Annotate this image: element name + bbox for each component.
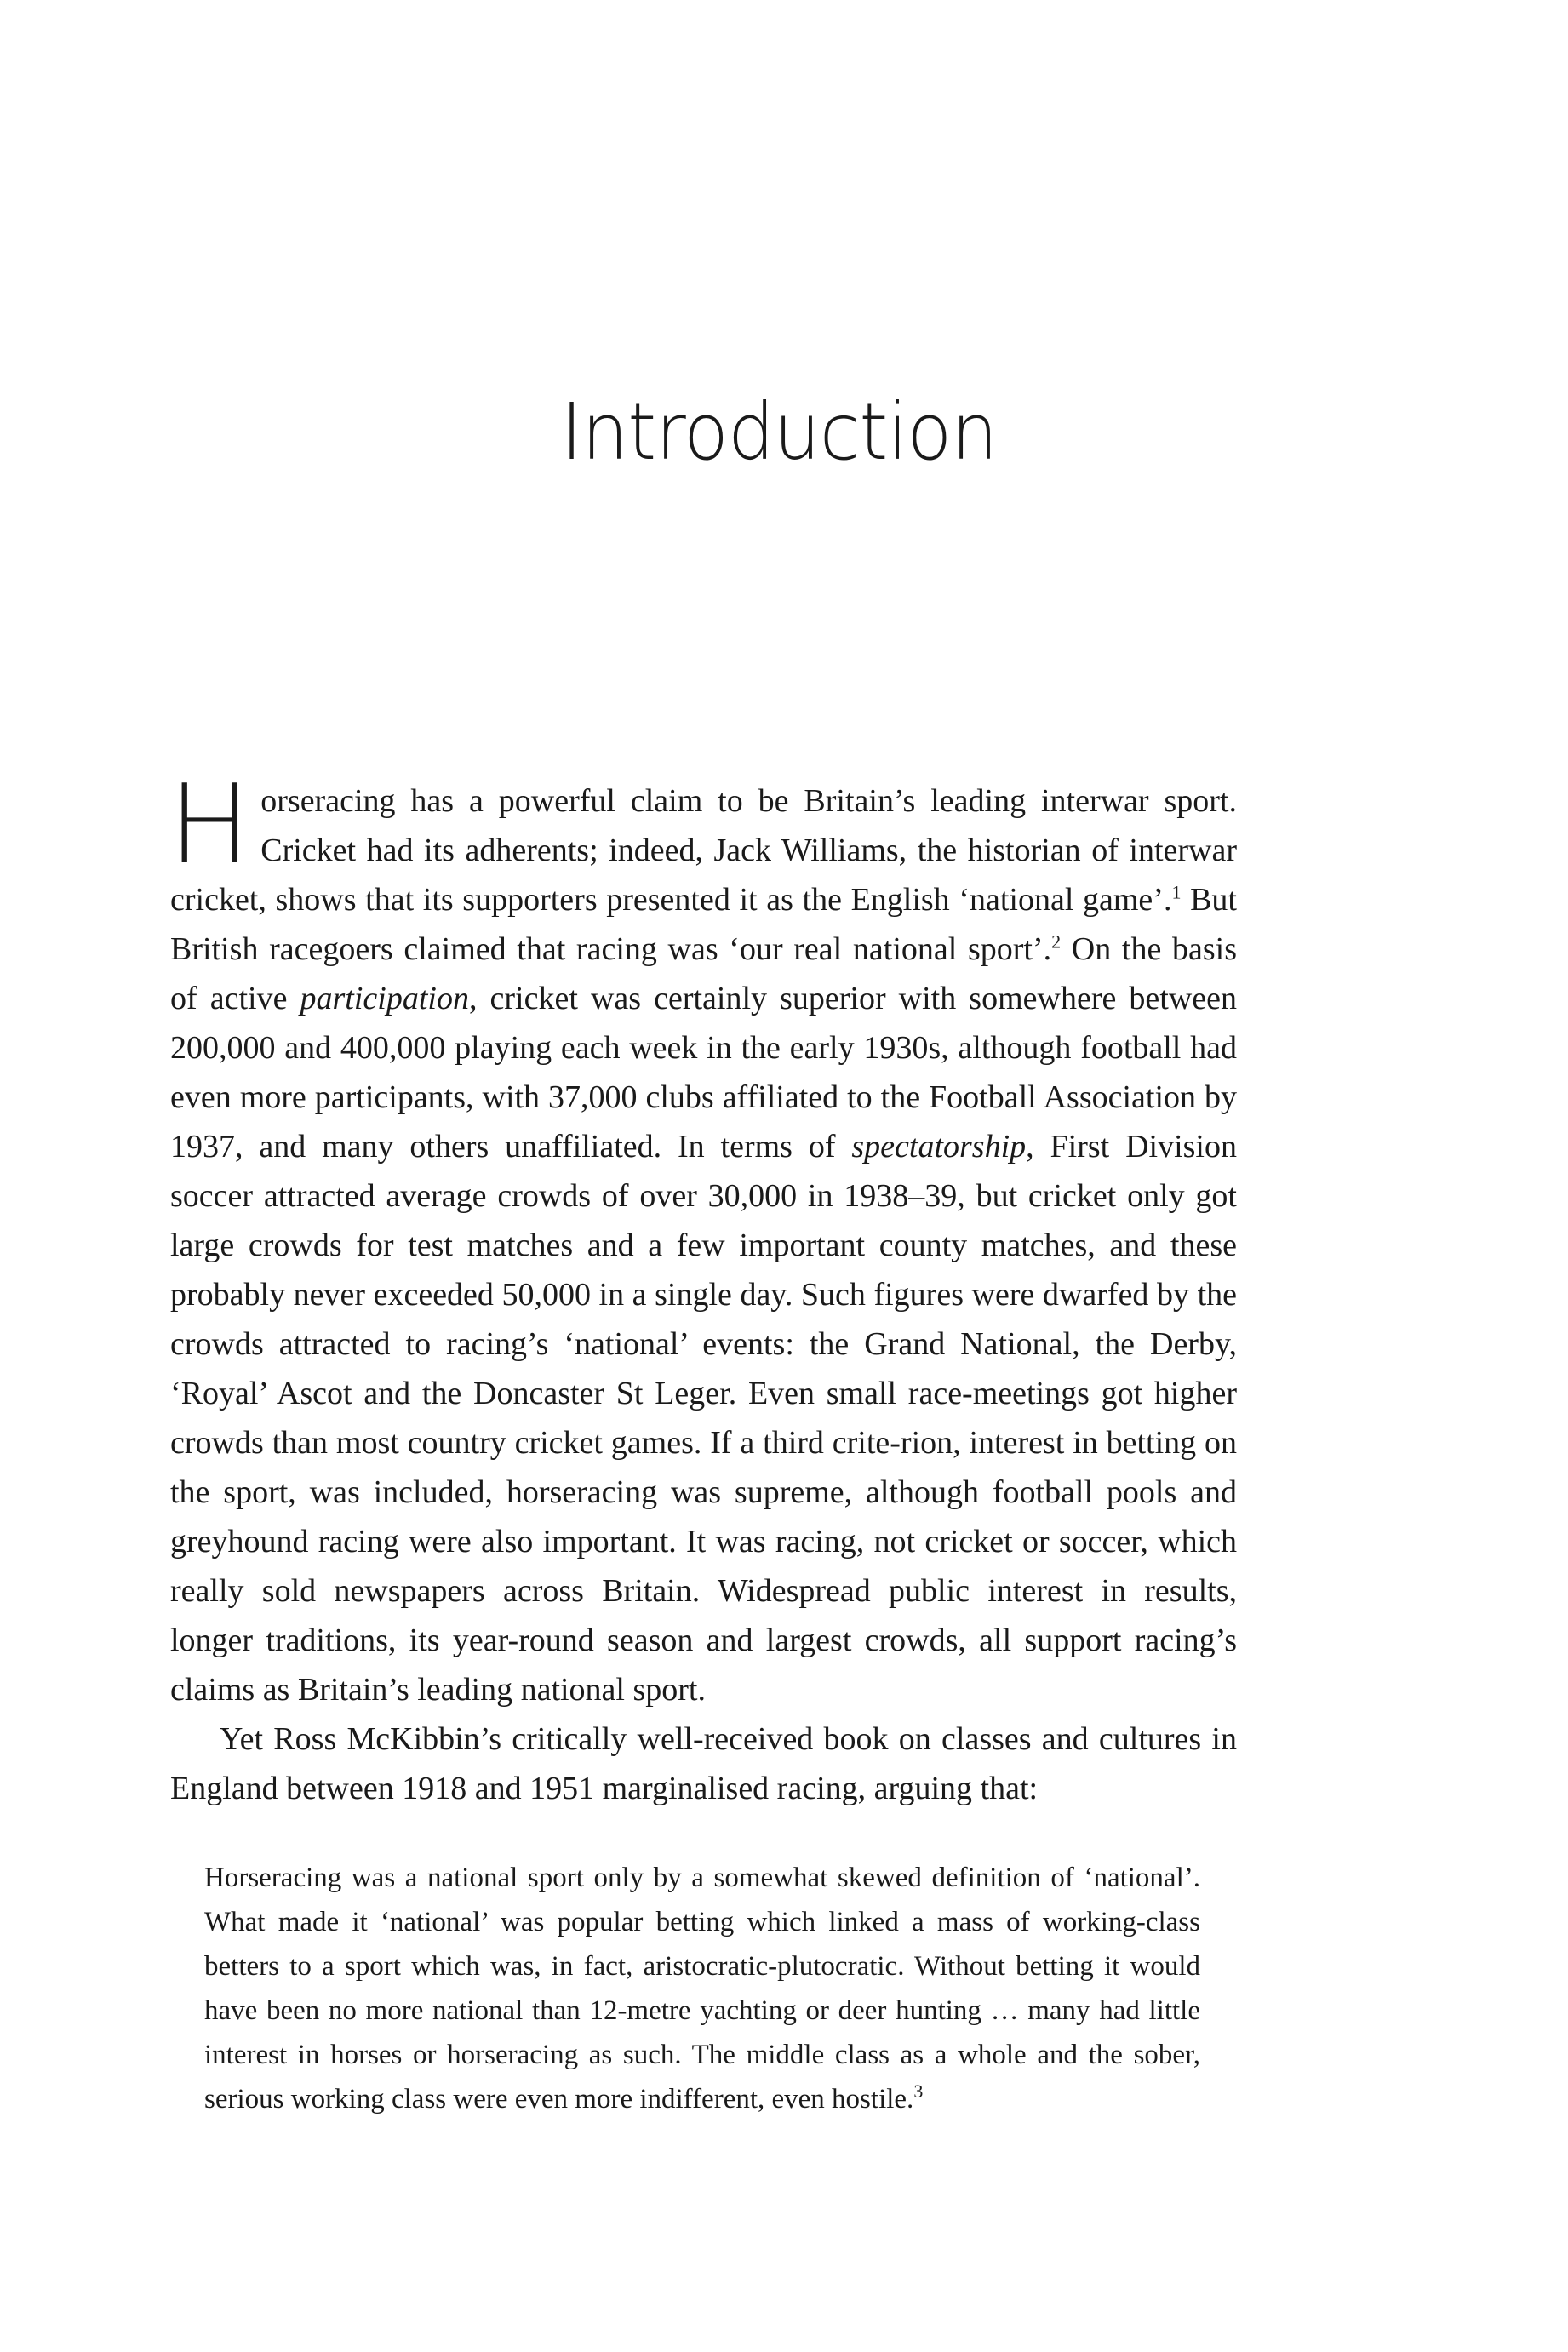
paragraph-1 bbox=[169, 762, 1237, 1714]
paragraph-1-text-4: , cricket was certainly superior with somewhere between 200,000 and 400,000 playing each week in the early 1930s, although football had even more participants, with 37,000 clubs affiliated to the Football Association by 1937, and many others unaffiliated. In terms of bbox=[170, 981, 1237, 1165]
drop-cap: H bbox=[169, 762, 251, 889]
emphasis-participation: participation bbox=[300, 981, 469, 1016]
emphasis-spectatorship: spectatorship bbox=[851, 1129, 1027, 1165]
quote-paragraph bbox=[204, 1856, 1200, 2121]
block-quote bbox=[204, 1856, 1200, 2121]
paragraph-1-text-2: But British racegoers claimed that racing was ‘our real national sport’. bbox=[170, 882, 1237, 967]
paragraph-1-text-1: orseracing has a powerful claim to be Britain’s leading interwar sport. Cricket had its adherents; indeed, Jack Williams, the historian of interwar cricket, shows that its supporters presented it as the English ‘national game’. bbox=[170, 783, 1237, 918]
paragraph-1-text-5: , First Division soccer attracted average crowds of over 30,000 in 1938–39, but cricket only got large crowds for test matches and a few important county matches, and these probably never exceeded 50,000 in a single day. Such figures were dwarfed by the crowds attracted to racing’s ‘national’ events: the Grand National, the Derby, ‘Royal’ Ascot and the Doncaster St Leger. Even small race-meetings got higher crowds than most country cricket games. If a third crite-rion, interest in betting on the sport, was included, horseracing was supreme, although football pools and greyhound racing were also important. It was racing, not cricket or soccer, which really sold newspapers across Britain. Widespread public interest in results, longer traditions, its year-round season and largest crowds, all support racing’s claims as Britain’s leading national sport. bbox=[170, 1129, 1237, 1708]
footnote-ref-1[interactable]: 1 bbox=[1171, 881, 1182, 903]
footnote-ref-3[interactable]: 3 bbox=[913, 2080, 924, 2102]
chapter-title: Introduction bbox=[560, 386, 998, 478]
paragraph-1-text-3: On the basis of active bbox=[170, 931, 1237, 1016]
body-text bbox=[169, 762, 1237, 1813]
quote-text: Horseracing was a national sport only by a somewhat skewed definition of ‘national’. What made it ‘national’ was popular betting which linked a mass of working-class betters to a sport which was, in fact, aristocratic-plutocratic. Without betting it would have been no more national than 12-metre yachting or deer hunting … many had little interest in horses or horseracing as such. The middle class as a whole and the sober, serious working class were even more indifferent, even hostile. bbox=[204, 1863, 1200, 2115]
footnote-ref-2[interactable]: 2 bbox=[1051, 930, 1062, 953]
paragraph-2: Yet Ross McKibbin’s critically well-received book on classes and cultures in England between 1918 and 1951 marginalised racing, arguing that: bbox=[170, 1721, 1237, 1806]
